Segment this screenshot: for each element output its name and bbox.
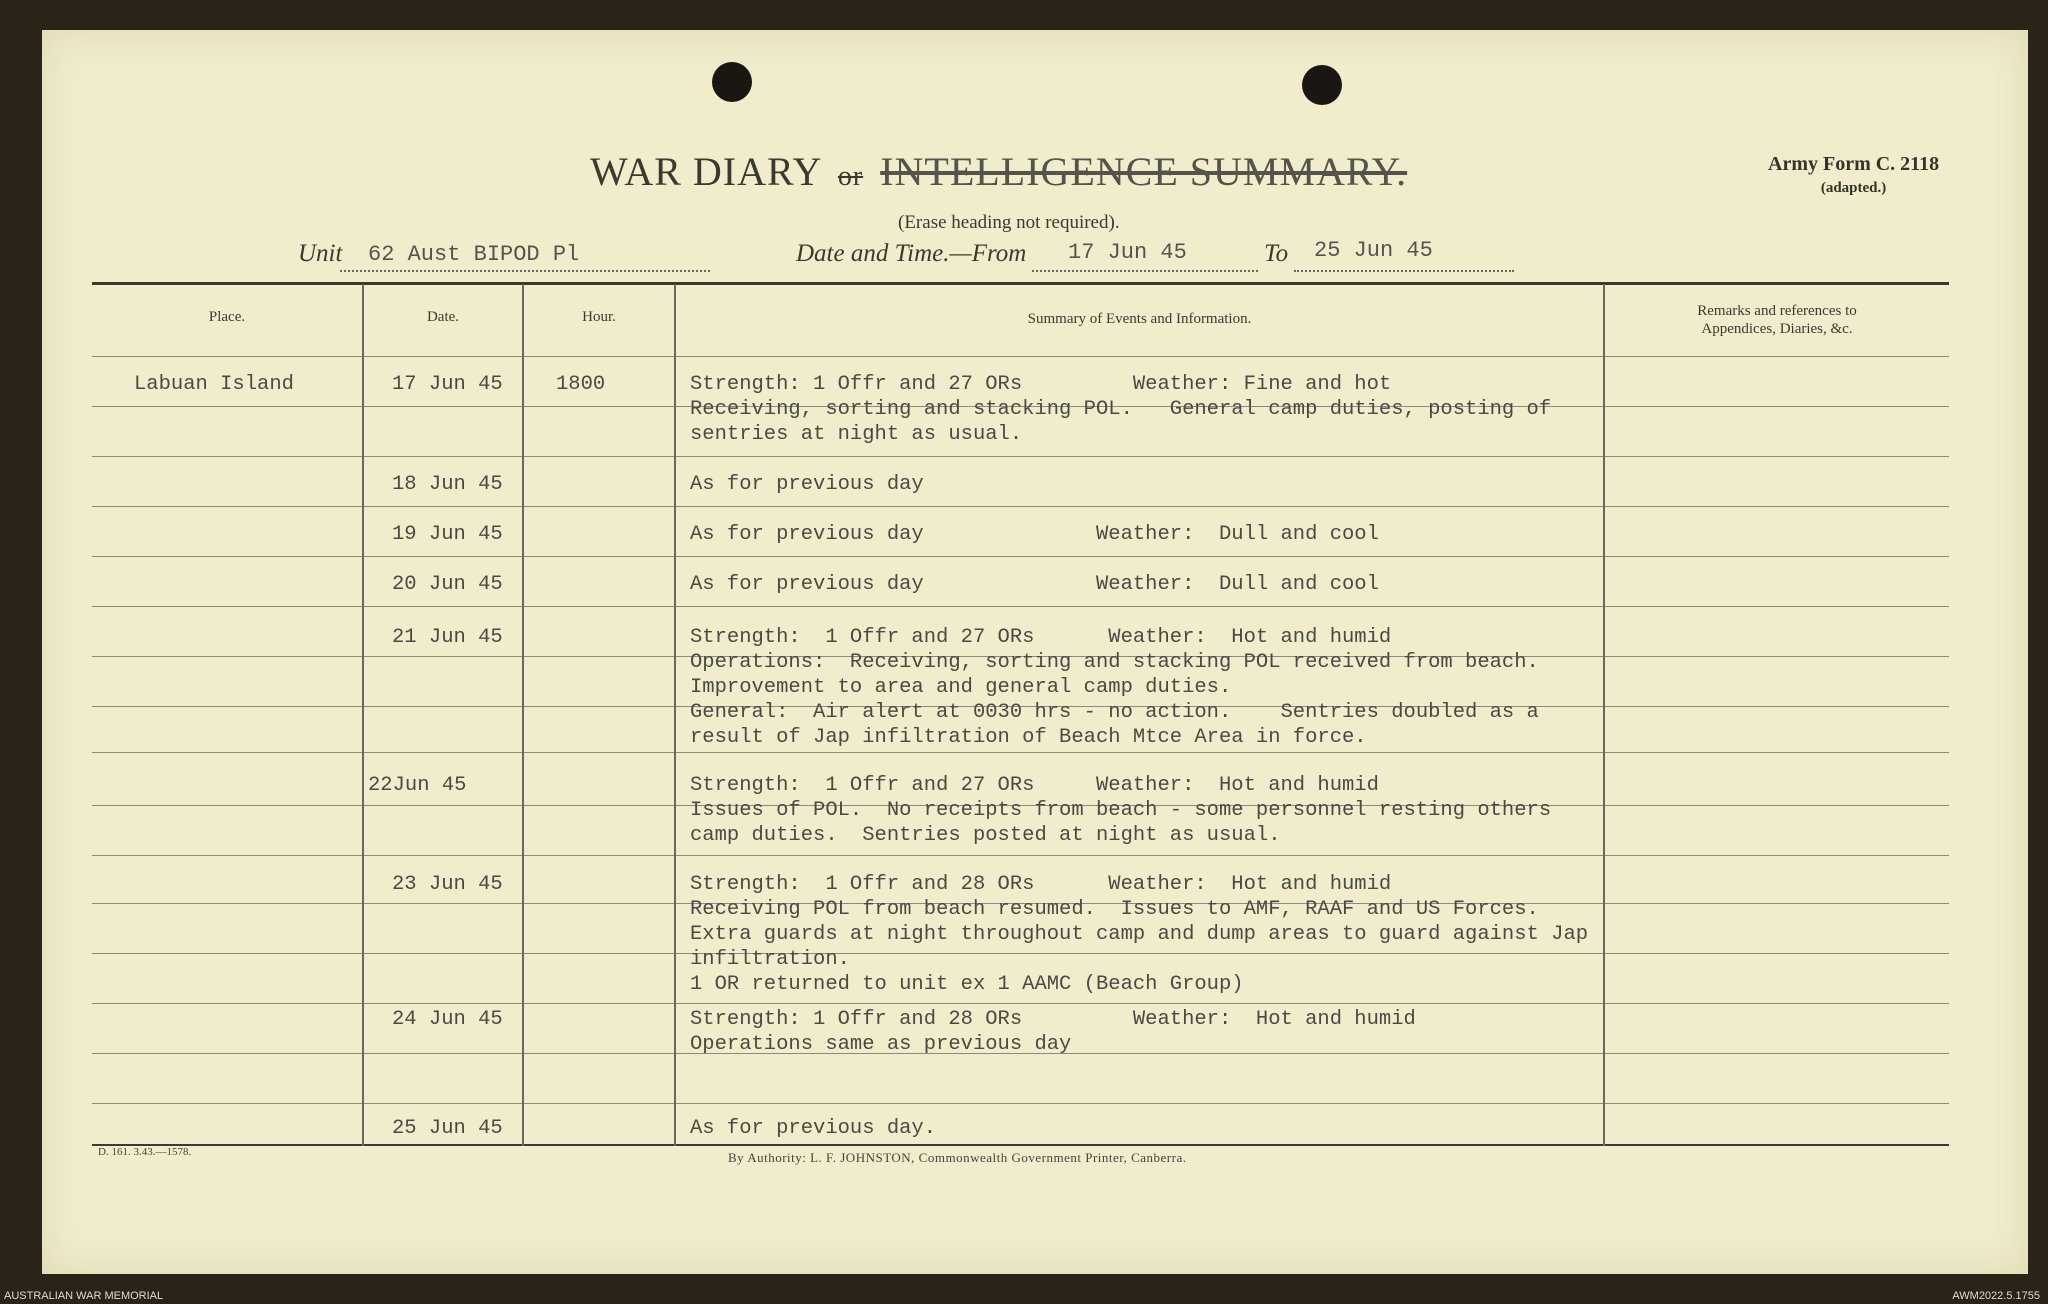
entry-summary-line: Issues of POL. No receipts from beach - some personnel resting others [690, 799, 1552, 822]
row-rule [1605, 456, 1949, 457]
row-rule [92, 1103, 362, 1104]
entry-summary-line: Operations: Receiving, sorting and stacking POL received from beach. [690, 651, 1539, 674]
row-rule [364, 1103, 522, 1104]
row-rule [1605, 1103, 1949, 1104]
entry-summary-line: sentries at night as usual. [690, 423, 1023, 446]
row-rule [364, 752, 522, 753]
row-rule [92, 506, 362, 507]
entry-summary-line: Strength: 1 Offr and 28 ORs Weather: Hot and humid [690, 873, 1392, 896]
header-hour: Hour. [582, 309, 616, 325]
row-rule [92, 805, 362, 806]
column-divider [674, 284, 676, 1146]
entry-date: 21 Jun 45 [392, 626, 503, 649]
entry-summary-line: 1 OR returned to unit ex 1 AAMC (Beach Group) [690, 973, 1244, 996]
row-rule [524, 903, 674, 904]
row-rule [676, 752, 1603, 753]
row-rule [92, 706, 362, 707]
to-label: To [1264, 240, 1289, 267]
row-rule [676, 356, 1603, 357]
row-rule [524, 805, 674, 806]
row-rule [92, 656, 362, 657]
row-rule [92, 855, 362, 856]
row-rule [1605, 506, 1949, 507]
row-rule [92, 1053, 362, 1054]
row-rule [524, 556, 674, 557]
title-or: or [837, 161, 864, 192]
row-rule [1605, 706, 1949, 707]
entry-summary-line: Improvement to area and general camp duties. [690, 676, 1232, 699]
row-rule [92, 903, 362, 904]
entry-date: 25 Jun 45 [392, 1117, 503, 1140]
entry-hour: 1800 [556, 373, 606, 396]
entry-summary-line: Operations same as previous day [690, 1033, 1072, 1056]
row-rule [364, 456, 522, 457]
row-rule [524, 406, 674, 407]
row-rule [364, 1053, 522, 1054]
column-divider [522, 284, 524, 1146]
row-rule [1605, 356, 1949, 357]
entry-date: 20 Jun 45 [392, 573, 503, 596]
row-rule [676, 1103, 1603, 1104]
header-place: Place. [208, 309, 246, 325]
date-label: Date and Time.—From [796, 240, 1027, 267]
punch-hole [1302, 65, 1342, 105]
row-rule [364, 406, 522, 407]
row-rule [676, 1003, 1603, 1004]
row-rule [524, 855, 674, 856]
table-top-rule [92, 282, 1949, 285]
erase-note: (Erase heading not required). [898, 212, 1120, 233]
entry-date: 19 Jun 45 [392, 523, 503, 546]
row-rule [1605, 953, 1949, 954]
row-rule [524, 1053, 674, 1054]
row-rule [524, 706, 674, 707]
entry-summary-line: Extra guards at night throughout camp and dump areas to guard against Jap [690, 923, 1589, 946]
row-rule [1605, 1053, 1949, 1054]
row-rule [364, 356, 522, 357]
table-bottom-rule [92, 1144, 1949, 1146]
row-rule [1605, 556, 1949, 557]
entry-summary-line: infiltration. [690, 948, 850, 971]
title-war-diary: WAR DIARY [590, 149, 821, 194]
row-rule [524, 456, 674, 457]
row-rule [1605, 805, 1949, 806]
printer-authority: By Authority: L. F. JOHNSTON, Commonwealth Government Printer, Canberra. [728, 1150, 1187, 1165]
row-rule [676, 855, 1603, 856]
row-rule [676, 556, 1603, 557]
row-rule [1605, 1003, 1949, 1004]
row-rule [364, 656, 522, 657]
entry-summary-line: As for previous day. [690, 1117, 937, 1140]
title-struck: INTELLIGENCE SUMMARY. [880, 149, 1408, 194]
entry-summary-line: result of Jap infiltration of Beach Mtce Area in force. [690, 726, 1367, 749]
row-rule [1605, 606, 1949, 607]
entry-summary-line: Strength: 1 Offr and 27 ORs Weather: Hot and humid [690, 626, 1392, 649]
army-form-sub: (adapted.) [1820, 180, 1887, 196]
army-form-label [1768, 152, 1939, 200]
row-rule [364, 805, 522, 806]
entry-summary-line: As for previous day Weather: Dull and cool [690, 523, 1379, 546]
row-rule [364, 506, 522, 507]
date-to: 25 Jun 45 [1314, 238, 1433, 263]
row-rule [676, 456, 1603, 457]
row-rule [364, 953, 522, 954]
archive-label: AUSTRALIAN WAR MEMORIAL [4, 1290, 164, 1302]
entry-summary-line: Strength: 1 Offr and 27 ORs Weather: Hot and humid [690, 774, 1379, 797]
row-rule [524, 752, 674, 753]
entry-summary-line: As for previous day [690, 473, 924, 496]
punch-hole [712, 62, 752, 102]
row-rule [364, 903, 522, 904]
entry-summary-line: camp duties. Sentries posted at night as usual. [690, 824, 1281, 847]
row-rule [524, 953, 674, 954]
entry-place: Labuan Island [134, 373, 294, 396]
row-rule [1605, 855, 1949, 856]
row-rule [92, 1003, 362, 1004]
row-rule [92, 606, 362, 607]
row-rule [524, 1003, 674, 1004]
date-from: 17 Jun 45 [1068, 240, 1187, 265]
row-rule [92, 406, 362, 407]
row-rule [364, 606, 522, 607]
entry-date: 23 Jun 45 [392, 873, 503, 896]
row-rule [524, 1103, 674, 1104]
entry-date: 18 Jun 45 [392, 473, 503, 496]
unit-value: 62 Aust BIPOD Pl [368, 242, 580, 267]
row-rule [524, 606, 674, 607]
header-summary: Summary of Events and Information. [1027, 311, 1252, 327]
column-divider [362, 284, 364, 1146]
archive-id: AWM2022.5.1755 [1952, 1290, 2040, 1302]
row-rule [1605, 656, 1949, 657]
date-to-dotted-line [1294, 270, 1514, 272]
header-date: Date. [426, 309, 460, 325]
entry-summary-line: General: Air alert at 0030 hrs - no action. Sentries doubled as a [690, 701, 1539, 724]
row-rule [92, 456, 362, 457]
entry-summary-line: Receiving, sorting and stacking POL. General camp duties, posting of [690, 398, 1552, 421]
unit-label: Unit [298, 240, 343, 267]
row-rule [524, 506, 674, 507]
entry-summary-line: Strength: 1 Offr and 28 ORs Weather: Hot and humid [690, 1008, 1416, 1031]
row-rule [1605, 752, 1949, 753]
row-rule [92, 556, 362, 557]
row-rule [1605, 406, 1949, 407]
row-rule [364, 556, 522, 557]
header-remarks: Remarks and references to Appendices, Diaries, &c. [1697, 303, 1857, 337]
row-rule [676, 606, 1603, 607]
row-rule [364, 855, 522, 856]
date-from-dotted-line [1032, 270, 1258, 272]
army-form-number: Army Form C. 2118 [1768, 153, 1940, 175]
row-rule [364, 706, 522, 707]
entry-summary-line: As for previous day Weather: Dull and cool [690, 573, 1379, 596]
row-rule [92, 752, 362, 753]
row-rule [92, 953, 362, 954]
unit-dotted-line [340, 270, 710, 272]
row-rule [524, 656, 674, 657]
entry-summary-line: Receiving POL from beach resumed. Issues to AMF, RAAF and US Forces. [690, 898, 1539, 921]
column-divider [1603, 284, 1605, 1146]
form-title [590, 148, 1407, 195]
row-rule [92, 356, 362, 357]
entry-date: 17 Jun 45 [392, 373, 503, 396]
entry-date: 24 Jun 45 [392, 1008, 503, 1031]
entry-summary-line: Strength: 1 Offr and 27 ORs Weather: Fine and hot [690, 373, 1392, 396]
row-rule [1605, 903, 1949, 904]
row-rule [676, 506, 1603, 507]
row-rule [524, 356, 674, 357]
entry-date: 22Jun 45 [368, 774, 467, 797]
row-rule [364, 1003, 522, 1004]
print-code: D. 161. 3.43.—1578. [98, 1146, 192, 1158]
